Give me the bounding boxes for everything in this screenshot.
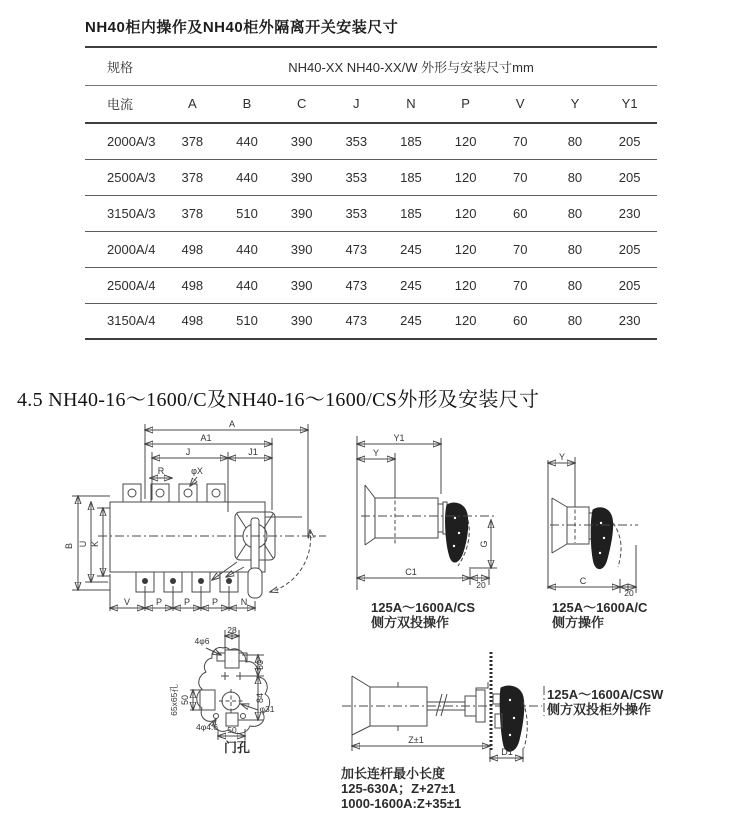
current-cell: 2500A/3: [107, 169, 156, 185]
dim-value-cell: 120: [454, 313, 477, 329]
table-row: [85, 123, 657, 159]
dim-value-cell: 120: [454, 133, 477, 149]
table-row: [85, 159, 657, 195]
dim-label-p: P: [211, 597, 219, 607]
dim-value-cell: 473: [345, 313, 368, 329]
dim-label-j1: J1: [248, 447, 258, 457]
dim-label-20: 20: [476, 580, 486, 590]
dim-value-cell: 80: [567, 205, 583, 221]
dim-value-cell: 440: [236, 133, 258, 149]
csw-view-drawing: [330, 640, 570, 772]
dim-value-cell: 440: [236, 241, 258, 257]
dim-value-cell: 390: [290, 277, 313, 293]
dim-label-k: K: [90, 540, 100, 548]
dim-value-cell: 390: [290, 313, 313, 329]
side-view-c-drawing: [538, 443, 693, 608]
column-header: P: [461, 96, 470, 112]
caption-c: [552, 600, 647, 630]
dim-label-phi31: φ31: [259, 704, 275, 714]
dim-label-c1: C1: [405, 567, 417, 577]
side-view-cs-drawing: [343, 428, 543, 608]
dim-value-cell: 80: [567, 133, 583, 149]
dim-value-cell: 80: [567, 169, 583, 185]
caption-cs: [371, 600, 475, 630]
dim-value-cell: 70: [513, 241, 528, 257]
dim-label-y: Y: [372, 448, 380, 458]
rod-length-note: [341, 766, 461, 811]
dim-label-y: Y: [558, 452, 566, 462]
dim-value-cell: 473: [345, 277, 368, 293]
dim-label-j: J: [185, 447, 191, 457]
caption-c-line1: 125A～1600A/C: [552, 600, 648, 615]
dim-value-cell: 390: [290, 241, 313, 257]
dim-label-g: G: [479, 540, 489, 548]
spec-header-row: [85, 47, 657, 85]
rod-note-line2: 125-630A；Z+27±1: [341, 781, 456, 796]
dim-value-cell: 245: [400, 241, 422, 257]
dim-label-50-left: 50: [180, 694, 190, 706]
dim-value-cell: 390: [290, 205, 313, 221]
dim-label-28: 28: [227, 625, 237, 635]
current-cell: 2000A/3: [107, 133, 156, 149]
dim-label-65x65: 65x65孔: [169, 684, 179, 716]
dim-value-cell: 353: [345, 133, 368, 149]
dim-label-50-right: 50: [255, 659, 265, 671]
spec-label: 规格: [107, 59, 134, 75]
dim-value-cell: 60: [513, 313, 528, 329]
dim-label-p: P: [183, 597, 191, 607]
caption-cs-line1: 125A～1600A/CS: [371, 600, 476, 615]
column-header: J: [353, 96, 360, 112]
table-row: [85, 303, 657, 339]
dim-value-cell: 80: [567, 241, 583, 257]
dim-value-cell: 230: [618, 205, 641, 221]
dim-value-cell: 120: [454, 205, 477, 221]
current-cell: 2500A/4: [107, 277, 156, 293]
current-cell: 3150A/4: [107, 313, 156, 329]
dim-value-cell: 205: [618, 169, 641, 185]
column-header: C: [296, 96, 307, 112]
caption-cs-line2: 侧方双投操作: [371, 615, 450, 630]
dim-value-cell: 70: [513, 277, 528, 293]
dim-value-cell: 353: [345, 169, 368, 185]
column-header: N: [406, 96, 416, 112]
dim-label-d1: D1: [501, 747, 513, 757]
caption-csw: [547, 687, 663, 717]
section-heading: 4.5 NH40-16～1600/C及NH40-16～1600/CS外形及安装尺寸: [17, 389, 540, 411]
dim-value-cell: 440: [236, 277, 258, 293]
dim-label-c: C: [579, 576, 587, 586]
current-cell: 3150A/3: [107, 205, 156, 221]
page-title: NH40柜内操作及NH40柜外隔离开关安装尺寸: [85, 19, 399, 36]
caption-csw-line1: 125A～1600A/CSW: [547, 687, 664, 702]
operating-handle: [591, 508, 612, 569]
dim-value-cell: 230: [618, 313, 641, 329]
rod-note-line3: 1000-1600A:Z+35±1: [341, 796, 462, 811]
dim-label-p: P: [155, 597, 163, 607]
size-header: NH40-XX NH40-XX/W 外形与安装尺寸mm: [288, 59, 534, 75]
dim-label-20: 20: [624, 588, 634, 598]
dim-label-a: A: [228, 420, 236, 429]
dim-value-cell: 70: [513, 169, 528, 185]
table-row: [85, 195, 657, 231]
dim-label-4phi46: 4φ4.6: [195, 722, 219, 732]
column-header: A: [187, 96, 197, 112]
dim-value-cell: 378: [181, 169, 204, 185]
current-cell: 2000A/4: [107, 241, 156, 257]
dim-label-4phi6: 4φ6: [194, 636, 210, 646]
table-row: [85, 231, 657, 267]
dim-value-cell: 498: [181, 241, 204, 257]
caption-c-line2: 侧方操作: [552, 615, 605, 630]
dim-value-cell: 498: [181, 277, 204, 293]
dim-value-cell: 80: [567, 313, 583, 329]
column-header: Y1: [621, 96, 638, 112]
dim-label-b: B: [64, 542, 74, 550]
column-header: B: [242, 96, 252, 112]
dim-value-cell: 60: [513, 205, 528, 221]
dim-value-cell: 185: [400, 133, 422, 149]
column-header: V: [515, 96, 525, 112]
dim-value-cell: 390: [290, 133, 313, 149]
table-body: [85, 123, 657, 339]
rod-note-line1: 加长连杆最小长度: [341, 766, 446, 781]
dim-value-cell: 185: [400, 169, 422, 185]
dim-value-cell: 80: [567, 277, 583, 293]
dim-value-cell: 510: [236, 205, 258, 221]
dim-value-cell: 185: [400, 205, 422, 221]
dim-label-50-bottom: 50: [227, 725, 237, 735]
caption-csw-line2: 侧方双投柜外操作: [547, 702, 652, 717]
dim-value-cell: 120: [454, 277, 477, 293]
dim-value-cell: 70: [513, 133, 528, 149]
dim-label-r: R: [157, 466, 165, 476]
dim-value-cell: 473: [345, 241, 368, 257]
dimension-table: [85, 46, 657, 340]
dim-value-cell: 120: [454, 241, 477, 257]
dim-value-cell: 498: [181, 313, 204, 329]
dim-label-u: U: [78, 540, 88, 548]
dim-value-cell: 205: [618, 133, 641, 149]
dim-label-84: 84: [255, 692, 265, 704]
dim-label-a1: A1: [200, 433, 212, 443]
dim-value-cell: 245: [400, 313, 422, 329]
operating-handle: [500, 686, 524, 751]
door-hole-caption: 门孔: [223, 740, 250, 755]
dim-value-cell: 205: [618, 277, 641, 293]
front-view-drawing: [60, 420, 338, 627]
dim-value-cell: 378: [181, 133, 204, 149]
dim-value-cell: 205: [618, 241, 641, 257]
dim-value-cell: 120: [454, 169, 477, 185]
dim-value-cell: 510: [236, 313, 258, 329]
dim-label-z: Z±1: [408, 735, 424, 745]
column-header-row: [85, 85, 657, 123]
dim-value-cell: 378: [181, 205, 204, 221]
dim-value-cell: 390: [290, 169, 313, 185]
column-header: Y: [570, 96, 580, 112]
dim-value-cell: 245: [400, 277, 422, 293]
dim-value-cell: 440: [236, 169, 258, 185]
dim-value-cell: 353: [345, 205, 368, 221]
table-row: [85, 267, 657, 303]
dim-label-v: V: [123, 597, 131, 607]
dim-label-n: N: [240, 597, 248, 607]
dim-label-phix: φX: [191, 466, 203, 476]
dim-label-y1: Y1: [393, 433, 405, 443]
current-label: 电流: [107, 97, 134, 113]
